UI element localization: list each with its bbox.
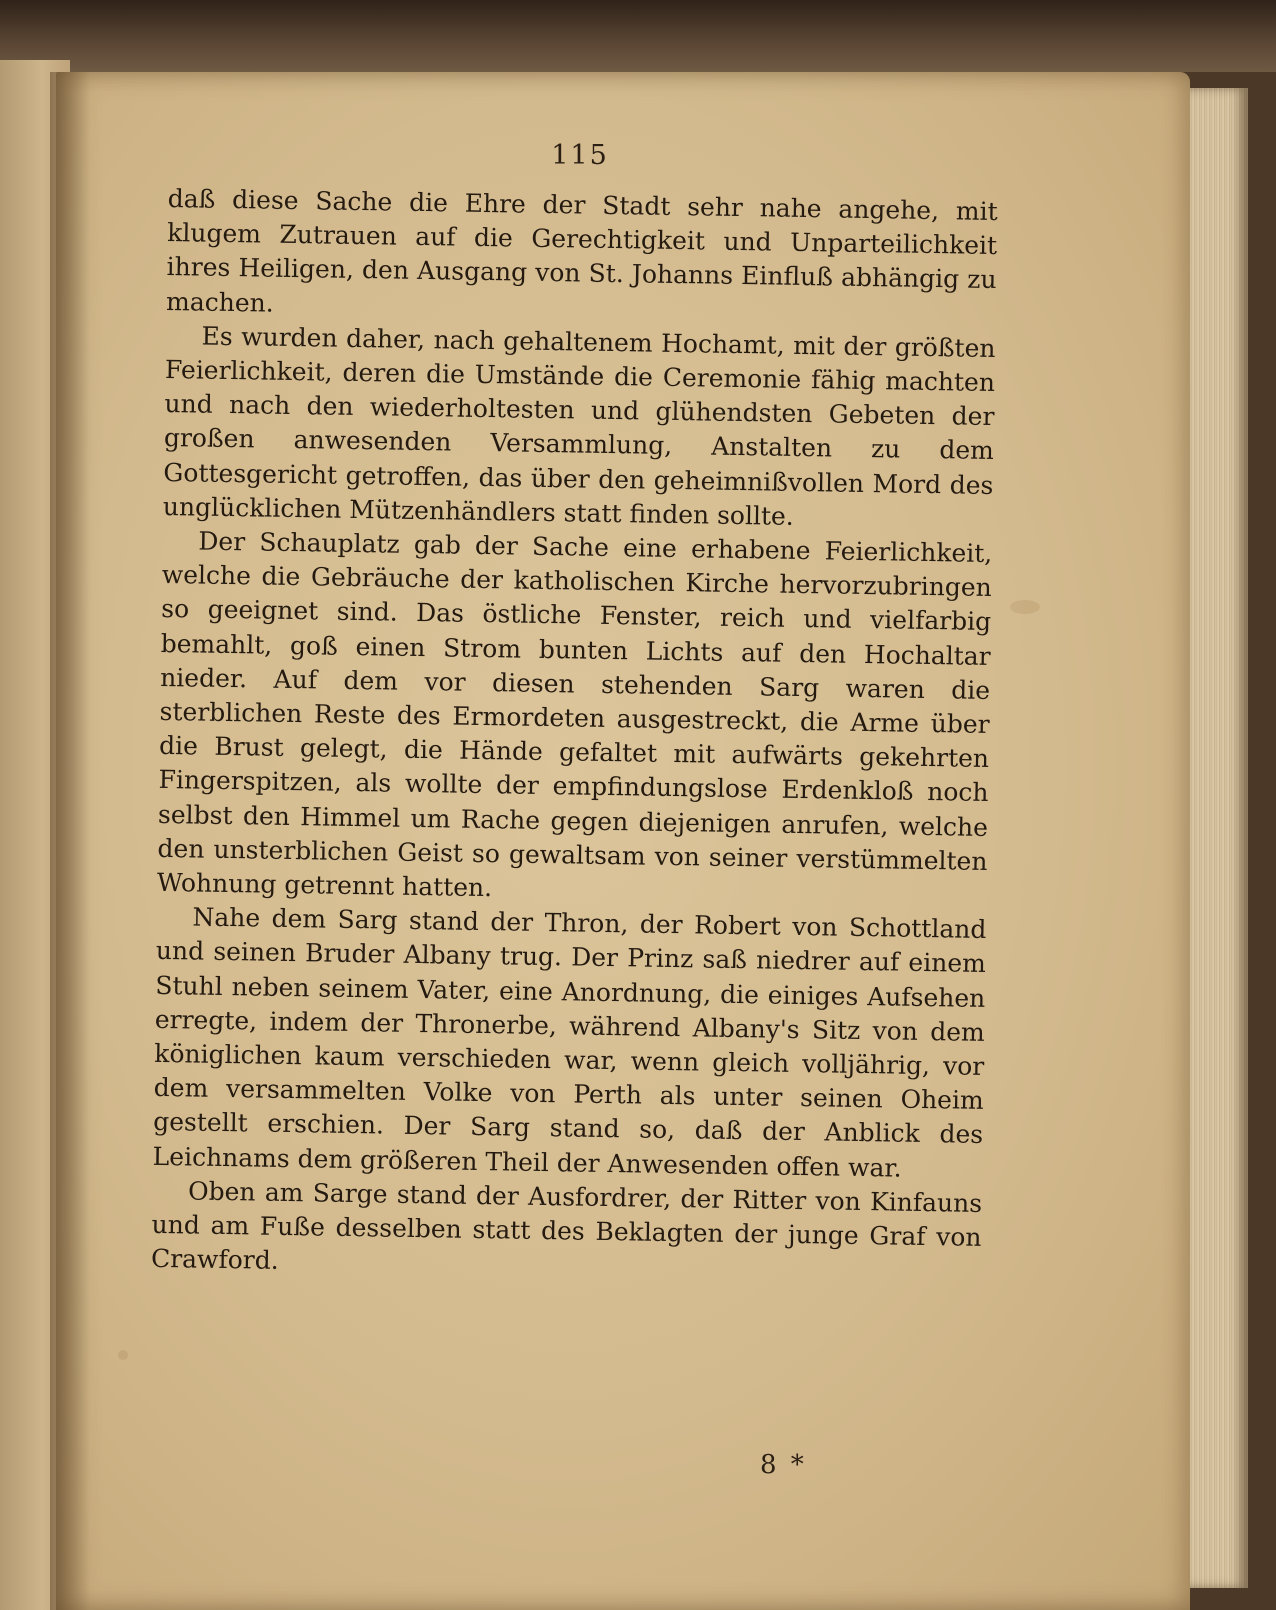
page-stack-edges: [1190, 88, 1248, 1588]
signature-mark: 8 *: [760, 1450, 807, 1480]
paper-stain: [1010, 600, 1040, 614]
page-text: [151, 182, 998, 1289]
cover-top-edge: [0, 0, 1276, 72]
paragraph-4: Nahe dem Sarg stand der Thron, der Robert von Schottland und seinen Bruder Albany trug. Der Prinz saß niedrer auf einem Stuhl neben seinem Vater, eine Anordnung, die einiges Aufsehen erregte, indem der Thronerbe, während Albany's Sitz von dem königlichen kaum verschieden war, wenn gleich volljährig, vor dem versammelten Volke von Perth als unter seinen Oheim gestellt erschien. Der Sarg stand so, daß der Anblick des Leichnams dem größeren Theil der Anwesenden offen war.: [152, 902, 987, 1183]
paragraph-3: Der Schauplatz gab der Sache eine erhabene Feierlichkeit, welche die Gebräuche der katholischen Kirche hervorzubringen so geeignet sind. Das östliche Fenster, reich und vielfarbig bemahlt, goß einen Strom bunten Lichts auf den Hochaltar nieder. Auf dem vor diesen stehenden Sarg waren die sterblichen Reste des Ermordeten ausgestreckt, die Arme über die Brust gelegt, die Hände gefaltet mit aufwärts gekehrten Fingerspitzen, als wollte der empfindungslose Erdenkloß noch selbst den Himmel um Rache gegen diejenigen anrufen, welche den unsterblichen Geist so gewaltsam von seiner verstümmelten Wohnung getrennt hatten.: [156, 526, 993, 903]
paragraph-2: Es wurden daher, nach gehaltenem Hochamt, mit der größten Feierlichkeit, deren die Umstände die Ceremonie fähig machten und nach den wiederholtesten und glühendsten Gebeten der großen anwesenden Versammlung, Anstalten zu dem Gottesgericht getroffen, das über den geheimnißvollen Mord des unglücklichen Mützenhändlers statt finden sollte.: [162, 321, 996, 531]
page-number: 115: [551, 140, 609, 171]
spine-shadow: [50, 72, 90, 1610]
paragraph-1: daß diese Sache die Ehre der Stadt sehr nahe angehe, mit klugem Zutrauen auf die Gerechtigkeit und Unparteilichkeit ihres Heiligen, den Ausgang von St. Johanns Einfluß abhängig zu machen.: [165, 183, 998, 318]
paragraph-5: Oben am Sarge stand der Ausfordrer, der Ritter von Kinfauns und am Fuße desselben statt des Beklagten der junge Graf von Crawford.: [150, 1176, 983, 1276]
paper-speck: [118, 1350, 128, 1360]
